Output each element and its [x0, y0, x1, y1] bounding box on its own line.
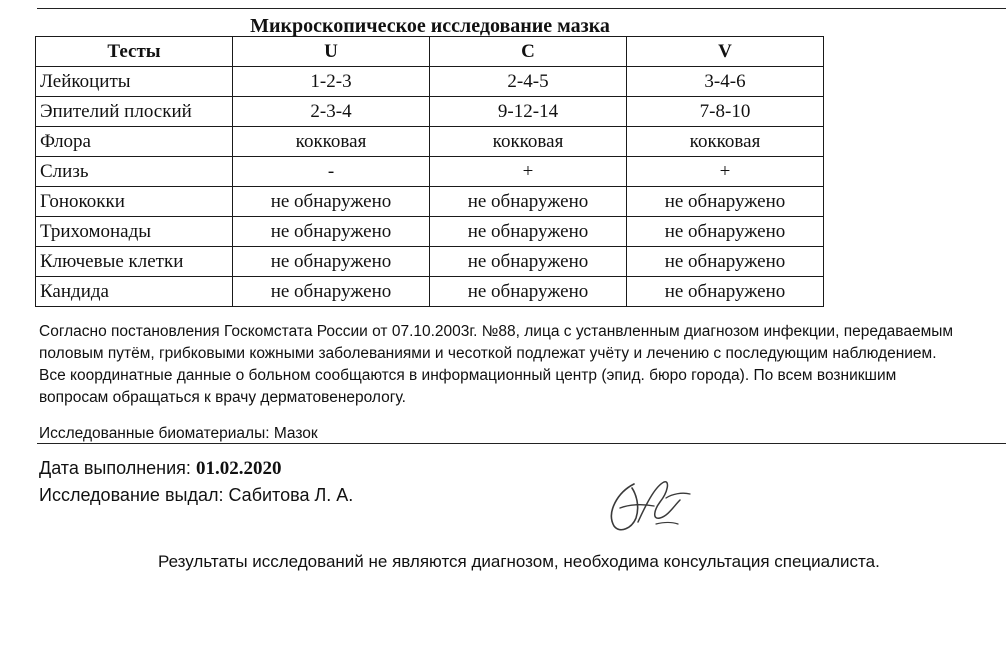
result-c: не обнаружено: [430, 277, 627, 307]
result-v: не обнаружено: [627, 277, 824, 307]
issuer-label: Исследование выдал:: [39, 485, 224, 505]
test-name: Флора: [36, 127, 233, 157]
result-u: -: [233, 157, 430, 187]
table-row: [36, 157, 824, 187]
legal-note-line: половым путём, грибковыми кожными заболеваниями и чесоткой подлежат учёту и лечению с последующим наблюдением.: [39, 345, 937, 362]
result-v: +: [627, 157, 824, 187]
test-name: Эпителий плоский: [36, 97, 233, 127]
result-v: 7-8-10: [627, 97, 824, 127]
completion-date-line: [39, 457, 281, 480]
result-c: 2-4-5: [430, 67, 627, 97]
result-v: 3-4-6: [627, 67, 824, 97]
disclaimer-text: Результаты исследований не являются диагнозом, необходима консультация специалиста.: [158, 552, 880, 571]
test-name: Кандида: [36, 277, 233, 307]
test-name: Гонококки: [36, 187, 233, 217]
result-u: 2-3-4: [233, 97, 430, 127]
result-v: не обнаружено: [627, 217, 824, 247]
legal-note-line: вопросам обращаться к врачу дерматовенерологу.: [39, 389, 406, 406]
biomaterial-line: Исследованные биоматериалы: Мазок: [39, 425, 318, 442]
completion-date-value: 01.02.2020: [195, 458, 282, 479]
test-name: Трихомонады: [36, 217, 233, 247]
result-c: кокковая: [430, 127, 627, 157]
result-u: 1-2-3: [233, 67, 430, 97]
result-v: кокковая: [627, 127, 824, 157]
result-c: не обнаружено: [430, 217, 627, 247]
table-row: [36, 67, 824, 97]
column-header-tests: Тесты: [36, 37, 233, 67]
issuer-name: Сабитова Л. А.: [228, 485, 354, 505]
table-row: [36, 127, 824, 157]
legal-note-line: Все координатные данные о больном сообщаются в информационный центр (эпид. бюро города). По всем возникшим: [39, 367, 897, 384]
table-row: [36, 247, 824, 277]
result-c: 9-12-14: [430, 97, 627, 127]
result-v: не обнаружено: [627, 247, 824, 277]
result-u: не обнаружено: [233, 217, 430, 247]
completion-date-label: Дата выполнения:: [39, 458, 191, 478]
test-name: Ключевые клетки: [36, 247, 233, 277]
column-header-c: C: [430, 37, 627, 67]
page-title: Микроскопическое исследование мазка: [250, 15, 610, 37]
result-c: +: [430, 157, 627, 187]
result-u: не обнаружено: [233, 187, 430, 217]
table-row: [36, 187, 824, 217]
result-v: не обнаружено: [627, 187, 824, 217]
section-divider: [37, 443, 1006, 444]
result-u: кокковая: [233, 127, 430, 157]
table-row: [36, 97, 824, 127]
table-row: [36, 277, 824, 307]
test-name: Слизь: [36, 157, 233, 187]
legal-note-line: Согласно постановления Госкомстата России от 07.10.2003г. №88, лица с устанвленным диагнозом инфекции, передаваемым: [39, 323, 954, 340]
result-c: не обнаружено: [430, 187, 627, 217]
smear-results-table: [35, 36, 824, 307]
column-header-v: V: [627, 37, 824, 67]
legal-note: [39, 321, 1005, 409]
result-u: не обнаружено: [233, 277, 430, 307]
top-rule: [37, 8, 1006, 9]
result-c: не обнаружено: [430, 247, 627, 277]
table-header-row: [36, 37, 824, 67]
column-header-u: U: [233, 37, 430, 67]
result-u: не обнаружено: [233, 247, 430, 277]
issuer-line: [39, 484, 353, 506]
signature-image: [598, 478, 698, 540]
table-row: [36, 217, 824, 247]
test-name: Лейкоциты: [36, 67, 233, 97]
